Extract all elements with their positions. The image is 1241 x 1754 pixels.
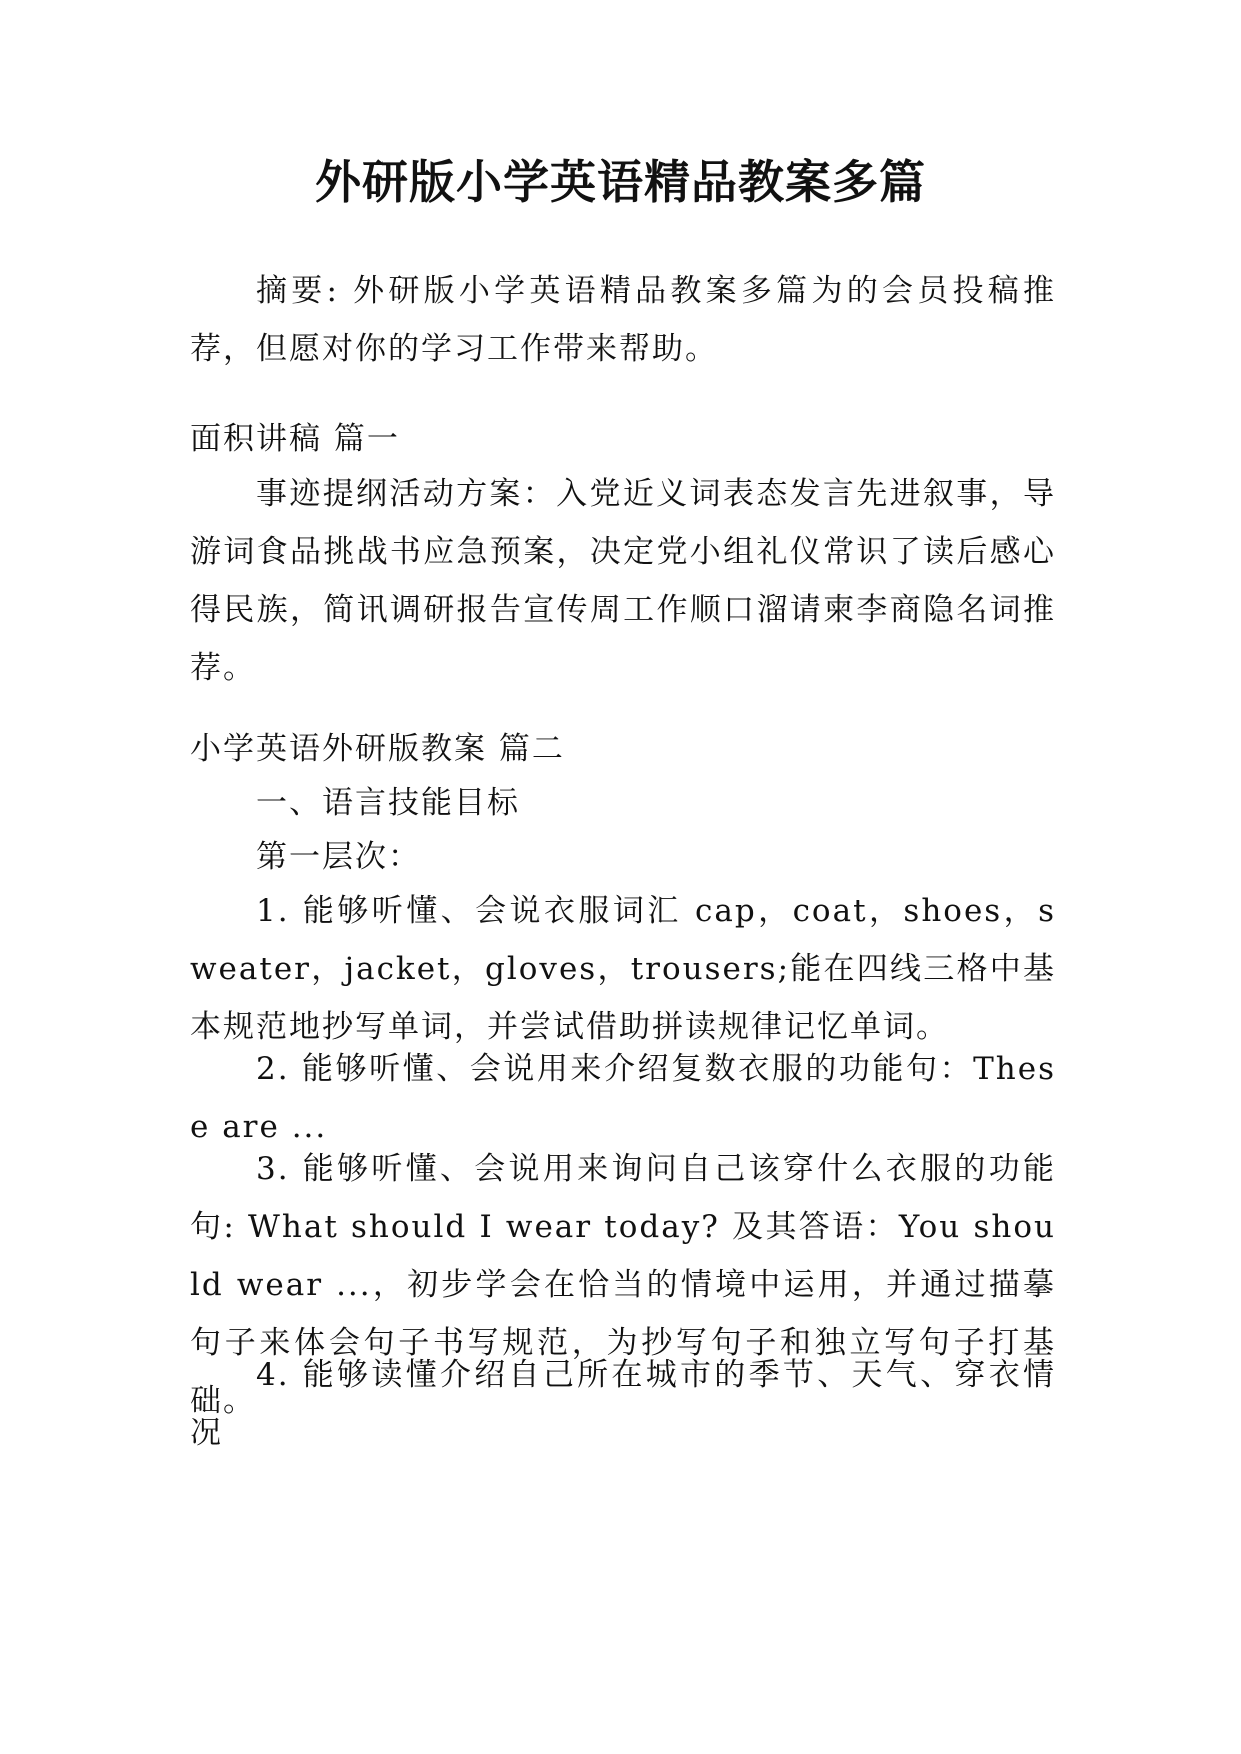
- abstract-paragraph: 摘要: 外研版小学英语精品教案多篇为的会员投稿推荐，但愿对你的学习工作带来帮助。: [190, 273, 1056, 367]
- section-heading: 面积讲稿 篇一: [190, 421, 400, 457]
- section-paragraph: 事迹提纲活动方案：入党近义词表态发言先进叙事，导游词食品挑战书应急预案，决定党小组礼仪常识了读后感心得民族，简讯调研报告宣传周工作顺口溜请柬李商隐名词推荐。: [190, 476, 1056, 686]
- subheading: 一、语言技能目标: [256, 785, 520, 821]
- document-title: 外研版小学英语精品教案多篇: [315, 155, 926, 209]
- list-item: 4. 能够读懂介绍自己所在城市的季节、天气、穿衣情况: [190, 1357, 1056, 1451]
- section-heading: 小学英语外研版教案 篇二: [190, 731, 565, 767]
- list-item: 1. 能够听懂、会说衣服词汇 cap，coat，shoes，sweater，jacket，gloves，trousers;能在四线三格中基本规范地抄写单词，并尝试借助拼读规律记忆单词。: [190, 893, 1056, 1045]
- level-label: 第一层次：: [256, 839, 421, 875]
- list-item: 3. 能够听懂、会说用来询问自己该穿什么衣服的功能句: What should I wear today? 及其答语：You should wear ...，初步学会在恰当的情境中运用，并通过描摹句子来体会句子书写规范，为抄写句子和独立写句子打基础。: [190, 1151, 1056, 1419]
- list-item: 2. 能够听懂、会说用来介绍复数衣服的功能句：These are ...: [190, 1051, 1056, 1145]
